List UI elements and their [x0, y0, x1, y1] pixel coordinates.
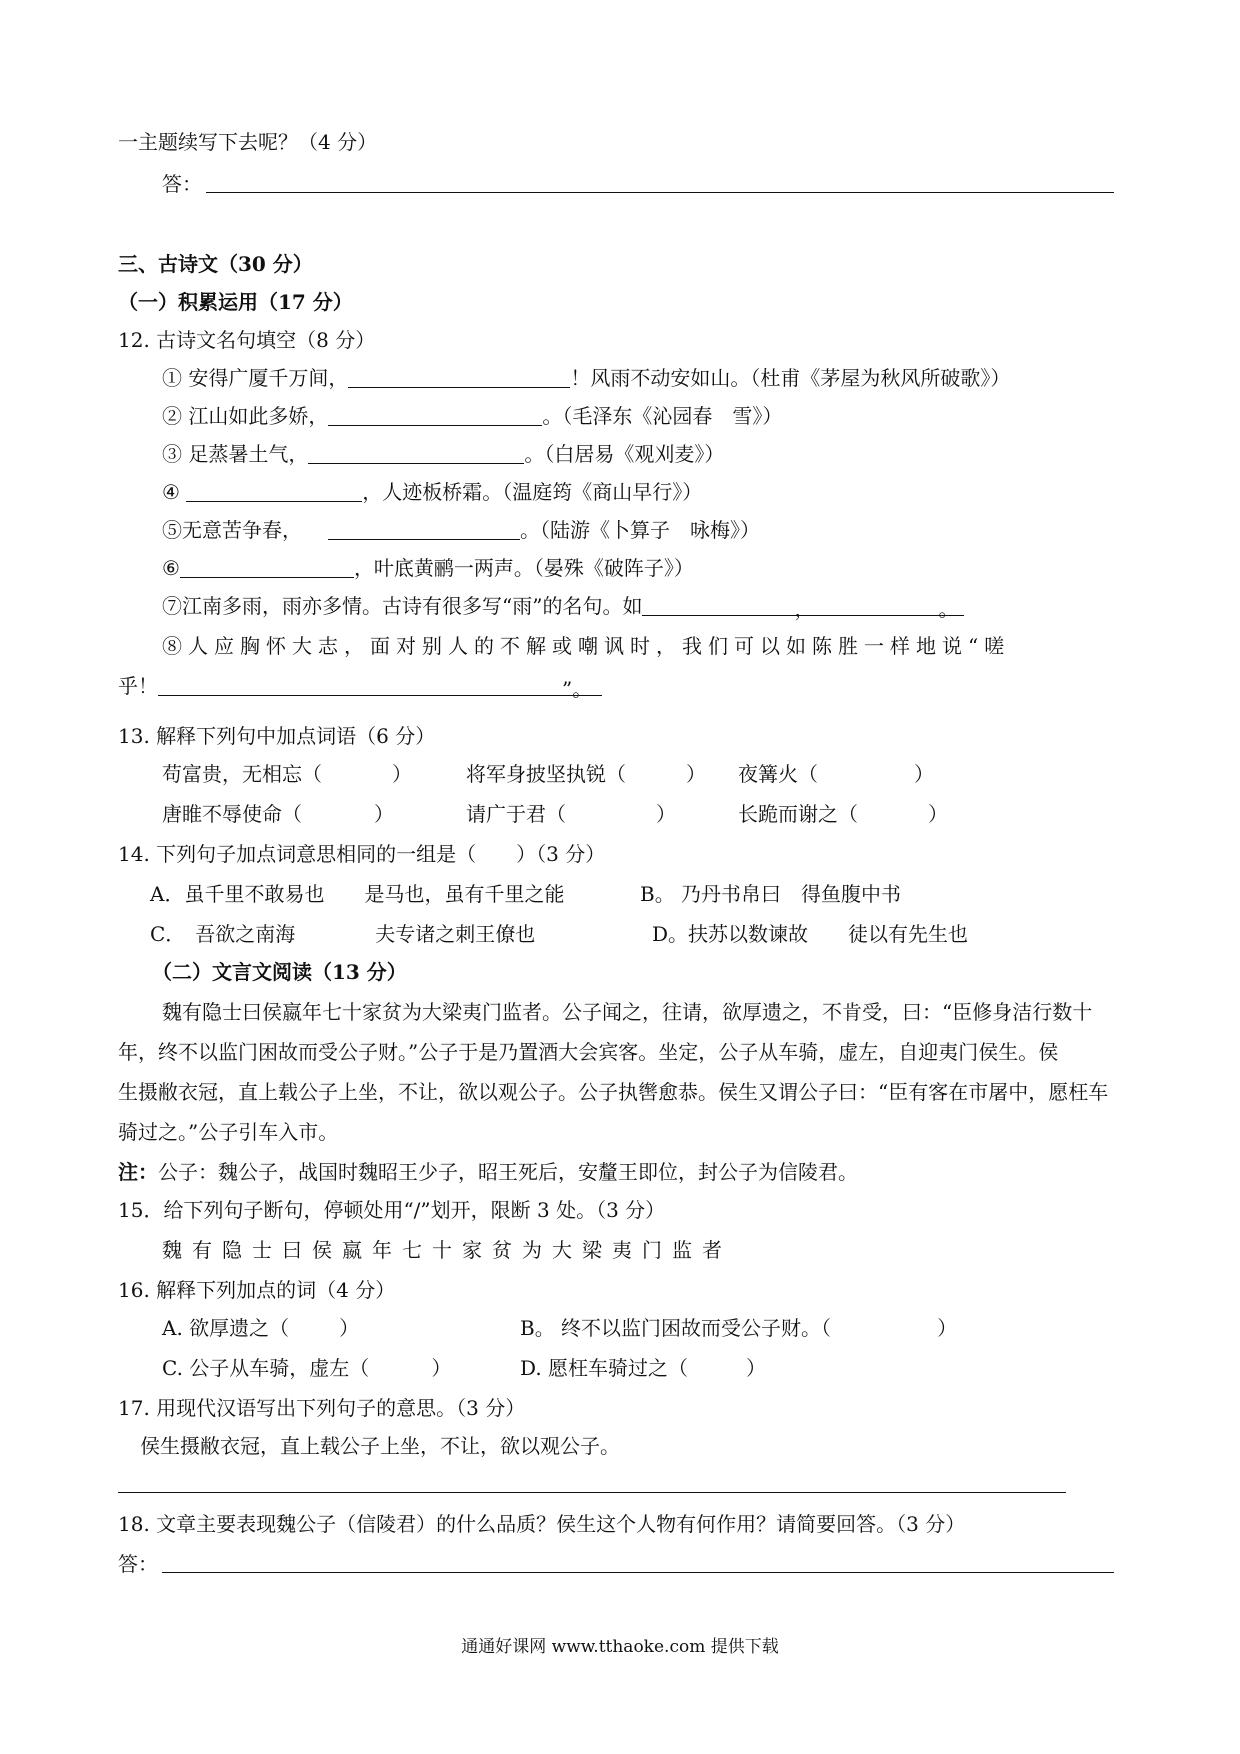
q12-item-5-pre: ⑤无意苦争春， [162, 518, 302, 542]
q12-item-6-post: ，叶底黄鹂一两声。（晏殊《破阵子》） [353, 556, 694, 580]
q12-blank-3[interactable] [308, 443, 524, 464]
q13-a3 [738, 760, 934, 788]
q12-blank-7a[interactable] [642, 595, 794, 616]
q15-text[interactable]: 魏有隐士曰侯嬴年七十家贫为大梁夷门监者 [162, 1238, 732, 1262]
q13-b3 [738, 800, 948, 828]
q13-b2-close: ） [656, 802, 676, 826]
q12-blank-4[interactable] [186, 481, 362, 502]
q12-blank-6[interactable] [180, 557, 354, 578]
q12-item-1-pre: ① 安得广厦千万间， [162, 366, 349, 390]
q12-item-2-post: 。（毛泽东《沁园春 雪》） [542, 404, 783, 428]
part2-title: （二）文言文阅读（13 分） [152, 960, 407, 984]
q12-item-8-line2 [118, 672, 602, 700]
q17-text: 侯生摄敝衣冠，直上载公子上坐，不让，欲以观公子。 [140, 1434, 620, 1458]
q16-b-close: ） [937, 1316, 958, 1340]
q12-item-6-pre: ⑥ [162, 556, 180, 580]
q12-item-2 [162, 402, 782, 430]
passage-note [118, 1158, 858, 1186]
q16-c-text: C. 公子从车骑，虚左（ [162, 1356, 370, 1380]
q17-answer-line[interactable] [118, 1492, 1066, 1493]
q13-a3-text: 夜篝火（ [738, 762, 818, 786]
q12-item-3 [162, 440, 724, 468]
q12-item-7-mid: ， [794, 597, 815, 621]
q12-item-8-line1: ⑧人应胸怀大志，面对别人的不解或嘲讽时，我们可以如陈胜一样地说“嗟 [162, 634, 1011, 658]
q13-a3-close: ） [914, 762, 934, 786]
note-text: 公子：魏公子，战国时魏昭王少子，昭王死后，安釐王即位，封公子为信陵君。 [158, 1160, 858, 1184]
q13-b3-close: ） [928, 802, 948, 826]
q12-item-7-pre: ⑦江南多雨，雨亦多情。古诗有很多写“雨”的名句。如 [162, 594, 643, 618]
q16-a-text: A. 欲厚遗之（ [162, 1316, 290, 1340]
q12-item-5 [162, 516, 760, 544]
passage-line-3: 生摄敝衣冠，直上载公子上坐，不让，欲以观公子。公子执辔愈恭。侯生又谓公子曰：“臣有客在市屠中，愿枉车 [118, 1080, 1109, 1104]
q12-item-8-post: ”。 [562, 675, 602, 696]
q16-title: 16. 解释下列加点的词（4 分） [118, 1278, 396, 1302]
intro-answer-line[interactable] [206, 192, 1114, 193]
q12-item-2-pre: ② 江山如此多娇， [162, 404, 329, 428]
passage-line-2: 年，终不以监门困故而受公子财。”公子于是乃置酒大会宾客。坐定，公子从车骑，虚左，自迎夷门侯生。侯 [118, 1040, 1059, 1064]
q13-b1 [162, 800, 394, 828]
q12-blank-1[interactable] [348, 367, 570, 388]
q15-title: 15．给下列句子断句，停顿处用“/”划开，限断 3 处。（3 分） [118, 1198, 666, 1222]
q13-a1 [162, 760, 412, 788]
q12-item-1-post: ！风雨不动安如山。（杜甫《茅屋为秋风所破歌》） [570, 366, 1011, 390]
q17-title: 17. 用现代汉语写出下列句子的意思。（3 分） [118, 1396, 526, 1420]
q12-item-8-pre: 乎！ [118, 674, 158, 698]
q13-a2-text: 将军身披坚执锐（ [466, 762, 626, 786]
q14-option-a[interactable]: A．虽千里不敢易也 是马也，虽有千里之能 [150, 882, 565, 906]
q16-c-close: ） [431, 1356, 452, 1380]
q12-item-3-post: 。（白居易《观刈麦》） [524, 442, 725, 466]
q12-item-6 [162, 554, 694, 582]
passage-line-1: 魏有隐士曰侯嬴年七十家贫为大梁夷门监者。公子闻之，往请，欲厚遗之，不肯受，曰：“臣修身洁行数十 [162, 1000, 1093, 1024]
q16-b-text: B。 终不以监门困故而受公子财。（ [520, 1316, 832, 1340]
intro-answer-label: 答： [162, 172, 202, 196]
q13-b1-close: ） [374, 802, 394, 826]
q13-a1-close: ） [392, 762, 412, 786]
q14-title: 14. 下列句子加点词意思相同的一组是（ ）（3 分） [118, 842, 606, 866]
q12-item-4 [162, 478, 702, 506]
q13-b2-text: 请广于君（ [466, 802, 566, 826]
q12-blank-2[interactable] [328, 405, 542, 426]
q18-answer-line[interactable] [162, 1572, 1114, 1573]
q12-blank-5[interactable] [328, 519, 520, 540]
q12-blank-7b[interactable] [814, 595, 938, 616]
q12-item-5-post: 。（陆游《卜算子 咏梅》） [520, 518, 760, 542]
q13-a1-text: 苟富贵，无相忘（ [162, 762, 322, 786]
q13-title: 13. 解释下列句中加点词语（6 分） [118, 724, 436, 748]
q12-item-7 [162, 592, 964, 620]
q12-item-4-pre: ④ [162, 480, 180, 504]
q18-title: 18. 文章主要表现魏公子（信陵君）的什么品质？侯生这个人物有何作用？请简要回答。（3 分） [118, 1512, 966, 1536]
q12-item-4-post: ，人迹板桥霜。（温庭筠《商山早行》） [362, 480, 703, 504]
q13-b3-text: 长跪而谢之（ [738, 802, 858, 826]
q18-answer-label: 答： [118, 1552, 158, 1576]
q16-option-c [162, 1354, 451, 1382]
q16-option-a [162, 1314, 359, 1342]
q12-item-1 [162, 364, 1010, 392]
part1-title: （一）积累运用（17 分） [118, 290, 353, 314]
intro-line: 一主题续写下去呢？（4 分） [118, 130, 378, 154]
q14-option-c[interactable]: C． 吾欲之南海 夫专诸之刺王僚也 [150, 922, 536, 946]
q12-title: 12. 古诗文名句填空（8 分） [118, 328, 376, 352]
q13-b1-text: 唐睢不辱使命（ [162, 802, 302, 826]
q13-a2-close: ） [686, 762, 706, 786]
q16-option-b [520, 1314, 957, 1342]
q16-d-text: D. 愿枉车骑过之（ [520, 1356, 689, 1380]
q12-item-3-pre: ③ 足蒸暑土气， [162, 442, 309, 466]
q16-d-close: ） [746, 1356, 767, 1380]
q16-a-close: ） [339, 1316, 360, 1340]
note-label: 注： [118, 1160, 158, 1184]
q12-item-7-end: 。 [938, 595, 964, 616]
q16-option-d [520, 1354, 766, 1382]
section3-title: 三、古诗文（30 分） [118, 252, 313, 276]
passage-line-4: 骑过之。”公子引车入市。 [118, 1120, 339, 1144]
q14-option-d[interactable]: D。扶苏以数谏故 徒以有先生也 [652, 922, 969, 946]
q14-option-b[interactable]: B。 乃丹书帛曰 得鱼腹中书 [640, 882, 902, 906]
q12-blank-8[interactable] [158, 675, 562, 696]
q13-b2 [466, 800, 676, 828]
page-footer: 通通好课网 www.tthaoke.com 提供下载 [461, 1637, 779, 1657]
q13-a2 [466, 760, 706, 788]
